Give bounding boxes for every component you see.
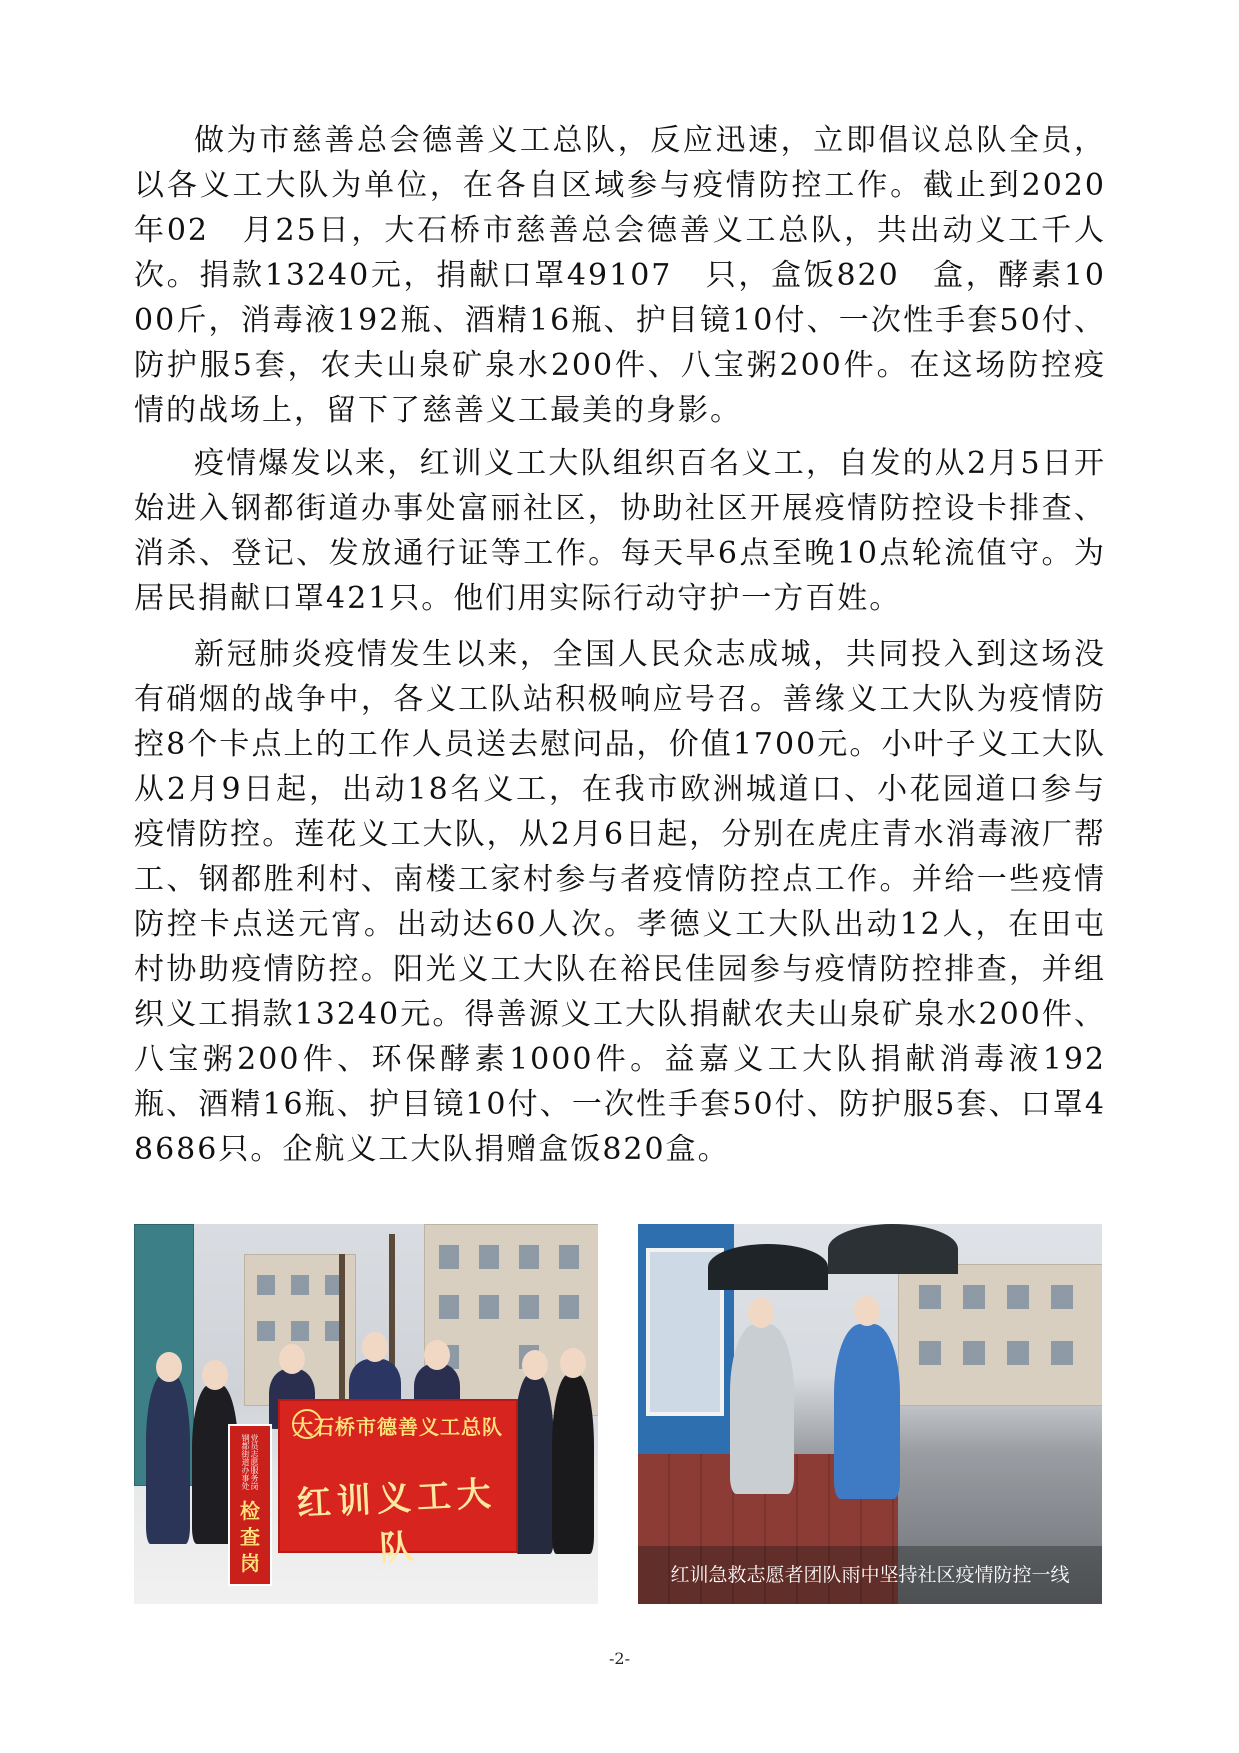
paragraph-text: 疫情爆发以来，红训义工大队组织百名义工，自发的从2月5日开始进入钢都街道办事处富丽社区，协助社区开展疫情防控设卡排查、消杀、登记、发放通行证等工作。每天早6点至晚10点轮流值守。为居民捐献口罩421只。他们用实际行动守护一方百姓。 bbox=[134, 446, 1106, 616]
paragraph-3 bbox=[134, 632, 1106, 1172]
person bbox=[146, 1374, 190, 1544]
rain-duty-photo bbox=[638, 1224, 1102, 1604]
tree bbox=[339, 1254, 345, 1414]
red-banner bbox=[278, 1399, 518, 1569]
paragraph-text: 做为市慈善总会德善义工总队，反应迅速，立即倡议总队全员，以各义工大队为单位，在各自区域参与疫情防控工作。截止到2020年02 月25日，大石桥市慈善总会德善义工总队，共出动义工千人次。捐款13240元，捐献口罩49107 只，盒饭820 盒，酵素1000斤，消毒液192瓶、酒精16瓶、护目镜10付、一次性手套50付、防护服5套，农夫山泉矿泉水200件、八宝粥200件。在这场防控疫情的战场上，留下了慈善义工最美的身影。 bbox=[134, 123, 1106, 428]
banner-team-name: 红训义工大队 bbox=[295, 1473, 498, 1569]
volunteer-group-photo bbox=[134, 1224, 598, 1604]
page-number: -2- bbox=[609, 1649, 630, 1668]
paragraph-1 bbox=[134, 118, 1106, 433]
person bbox=[834, 1324, 900, 1499]
photo-caption: 红训急救志愿者团队雨中坚持社区疫情防控一线 bbox=[638, 1546, 1102, 1604]
paragraph-text: 新冠肺炎疫情发生以来，全国人民众志成城，共同投入到这场没有硝烟的战争中，各义工队站积极响应号召。善缘义工大队为疫情防控8个卡点上的工作人员送去慰问品，价值1700元。小叶子义工大队从2月9日起，出动18名义工，在我市欧洲城道口、小花园道口参与疫情防控。莲花义工大队，从2月6日起，分别在虎庄青水消毒液厂帮工、钢都胜利村、南楼工家村参与者疫情防控点工作。并给一些疫情防控卡点送元宵。出动达60人次。孝德义工大队出动12人，在田屯村协助疫情防控。阳光义工大队在裕民佳园参与疫情防控排查，并组织义工捐款13240元。得善源义工大队捐献农夫山泉矿泉水200件、八宝粥200件、环保酵素1000件。益嘉义工大队捐献消毒液192瓶、酒精16瓶、护目镜10付、一次性手套50付、防护服5套、口罩48686只。企航义工大队捐赠盒饭820盒。 bbox=[134, 637, 1106, 1167]
person bbox=[730, 1324, 794, 1494]
person bbox=[552, 1374, 594, 1554]
sign-subtitle: 党员志愿服务岗 钢都街道办事处 bbox=[241, 1434, 259, 1490]
paragraph-2 bbox=[134, 441, 1106, 621]
umbrella bbox=[708, 1244, 828, 1290]
banner-organization: 大石桥市德善义工总队 bbox=[293, 1415, 503, 1439]
building bbox=[898, 1264, 1102, 1406]
umbrella bbox=[828, 1224, 958, 1274]
checkpoint-sign bbox=[228, 1424, 272, 1586]
person bbox=[514, 1374, 554, 1554]
sign-title: 检查岗 bbox=[240, 1499, 260, 1575]
